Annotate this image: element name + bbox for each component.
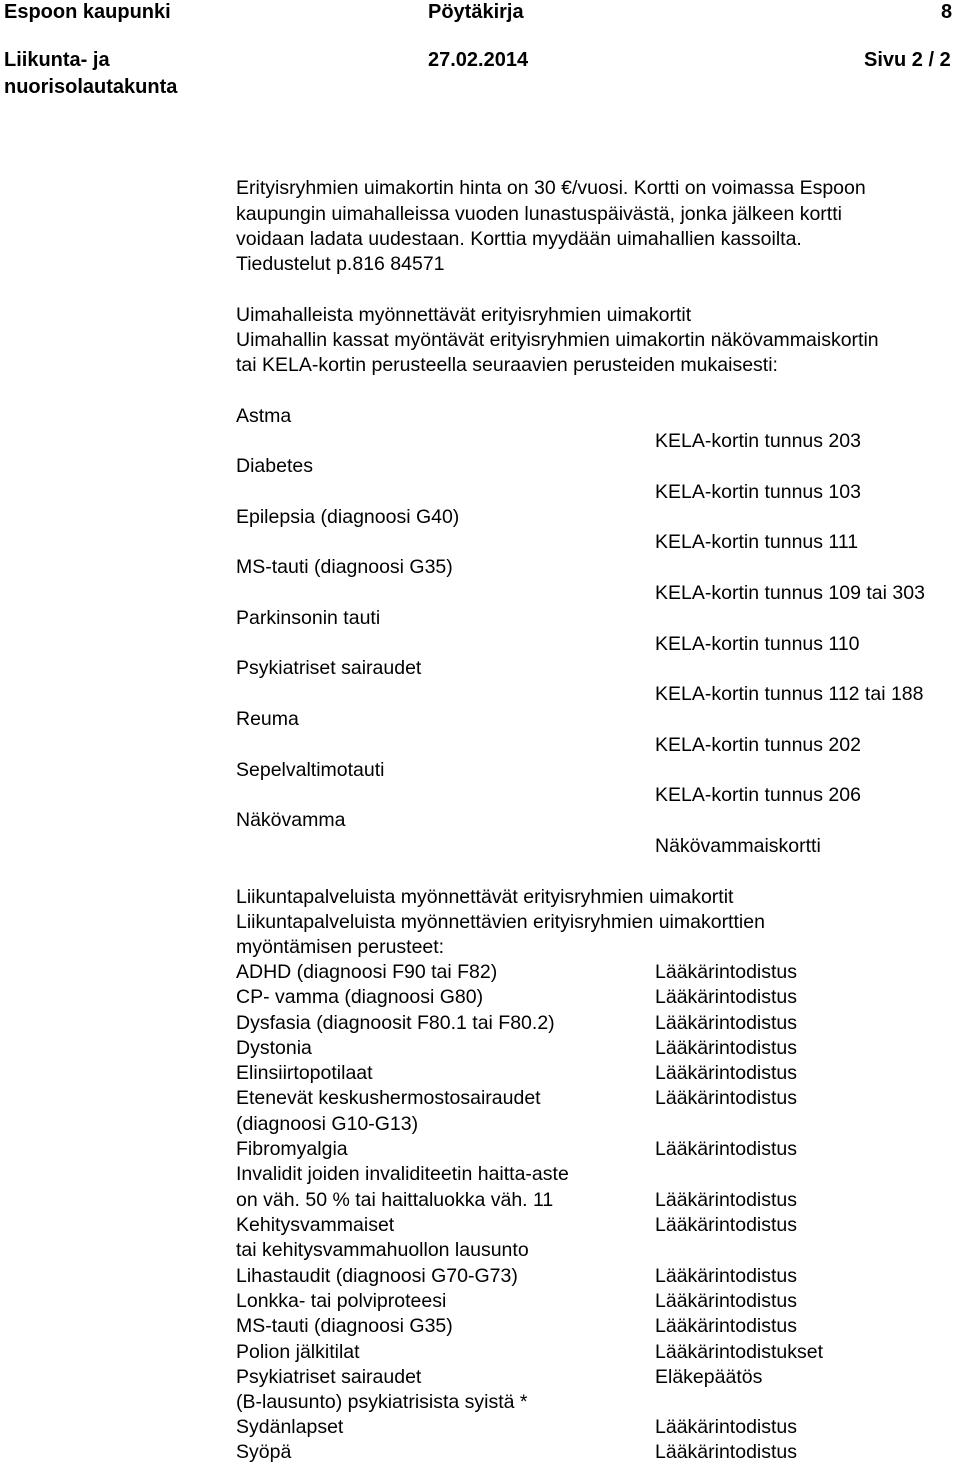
condition-item: Sydänlapset bbox=[236, 1416, 344, 1438]
basis-item: Lääkärintodistus bbox=[655, 1315, 798, 1337]
condition-item: ADHD (diagnoosi F90 tai F82) bbox=[236, 961, 498, 983]
basis-item: KELA-kortin tunnus 110 bbox=[655, 633, 860, 655]
basis-item: Lääkärintodistus bbox=[655, 986, 798, 1008]
condition-item: Sepelvaltimotauti bbox=[236, 759, 385, 781]
basis-item: Lääkärintodistus bbox=[655, 1265, 798, 1287]
section-number: 8 bbox=[941, 1, 953, 23]
pools-description-line: Uimahallin kassat myöntävät erityisryhmien uimakortin näkövammaiskortin bbox=[236, 329, 879, 351]
pools-heading: Uimahalleista myönnettävät erityisryhmien uimakortit bbox=[236, 304, 692, 326]
intro-line: Tiedustelut p.816 84571 bbox=[236, 253, 445, 275]
basis-item: Lääkärintodistus bbox=[655, 1416, 798, 1438]
condition-item: Lonkka- tai polviproteesi bbox=[236, 1290, 447, 1312]
services-description-line: Liikuntapalveluista myönnettävien erityisryhmien uimakorttien bbox=[236, 911, 765, 933]
condition-item: Diabetes bbox=[236, 455, 313, 477]
basis-item: Lääkärintodistus bbox=[655, 1062, 798, 1084]
condition-item: (diagnoosi G10-G13) bbox=[236, 1113, 419, 1135]
basis-item: Lääkärintodistus bbox=[655, 1441, 798, 1463]
intro-line: kaupungin uimahalleissa vuoden lunastuspäivästä, jonka jälkeen kortti bbox=[236, 203, 842, 225]
condition-item: Etenevät keskushermostosairaudet bbox=[236, 1087, 541, 1109]
basis-item: KELA-kortin tunnus 103 bbox=[655, 481, 861, 503]
pools-description-line: tai KELA-kortin perusteella seuraavien perusteiden mukaisesti: bbox=[236, 354, 778, 376]
basis-item: Lääkärintodistus bbox=[655, 1214, 798, 1236]
condition-item: on väh. 50 % tai haittaluokka väh. 11 bbox=[236, 1189, 554, 1211]
condition-item: Psykiatriset sairaudet bbox=[236, 657, 422, 679]
condition-item: MS-tauti (diagnoosi G35) bbox=[236, 1315, 453, 1337]
condition-item: Psykiatriset sairaudet bbox=[236, 1366, 422, 1388]
basis-item: Lääkärintodistus bbox=[655, 1012, 798, 1034]
condition-item: (B-lausunto) psykiatrisista syistä * bbox=[236, 1391, 528, 1413]
basis-item: Lääkärintodistus bbox=[655, 1087, 798, 1109]
condition-item: Syöpä bbox=[236, 1441, 292, 1463]
document-type: Pöytäkirja bbox=[428, 1, 524, 23]
basis-item: Lääkärintodistus bbox=[655, 1138, 798, 1160]
org-name: Espoon kaupunki bbox=[4, 1, 171, 23]
condition-item: Dysfasia (diagnoosit F80.1 tai F80.2) bbox=[236, 1012, 555, 1034]
services-heading: Liikuntapalveluista myönnettävät erityisryhmien uimakortit bbox=[236, 886, 734, 908]
intro-line: Erityisryhmien uimakortin hinta on 30 €/vuosi. Kortti on voimassa Espoon bbox=[236, 177, 866, 199]
basis-item: Eläkepäätös bbox=[655, 1366, 763, 1388]
department-line-1: Liikunta- ja bbox=[4, 49, 110, 71]
basis-item: Lääkärintodistus bbox=[655, 961, 798, 983]
condition-item: Dystonia bbox=[236, 1037, 312, 1059]
department-line-2: nuorisolautakunta bbox=[4, 76, 178, 98]
condition-item: Elinsiirtopotilaat bbox=[236, 1062, 373, 1084]
basis-item: Lääkärintodistus bbox=[655, 1290, 798, 1312]
basis-item: KELA-kortin tunnus 111 bbox=[655, 531, 859, 553]
basis-item: KELA-kortin tunnus 206 bbox=[655, 784, 861, 806]
basis-item: KELA-kortin tunnus 202 bbox=[655, 734, 861, 756]
condition-item: Fibromyalgia bbox=[236, 1138, 348, 1160]
services-description-line: myöntämisen perusteet: bbox=[236, 936, 445, 958]
basis-item: KELA-kortin tunnus 112 tai 188 bbox=[655, 683, 924, 705]
condition-item: CP- vamma (diagnoosi G80) bbox=[236, 986, 484, 1008]
basis-item: Lääkärintodistukset bbox=[655, 1341, 824, 1363]
condition-item: Astma bbox=[236, 405, 292, 427]
condition-item: tai kehitysvammahuollon lausunto bbox=[236, 1239, 529, 1261]
condition-item: Lihastaudit (diagnoosi G70-G73) bbox=[236, 1265, 518, 1287]
basis-item: Näkövammaiskortti bbox=[655, 835, 821, 857]
condition-item: Polion jälkitilat bbox=[236, 1341, 360, 1363]
condition-item: Reuma bbox=[236, 708, 299, 730]
condition-item: Kehitysvammaiset bbox=[236, 1214, 395, 1236]
basis-item: KELA-kortin tunnus 109 tai 303 bbox=[655, 582, 925, 604]
meeting-date: 27.02.2014 bbox=[428, 49, 529, 71]
basis-item: Lääkärintodistus bbox=[655, 1037, 798, 1059]
condition-item: Näkövamma bbox=[236, 809, 346, 831]
condition-item: Epilepsia (diagnoosi G40) bbox=[236, 506, 460, 528]
page-number: Sivu 2 / 2 bbox=[864, 49, 951, 71]
intro-line: voidaan ladata uudestaan. Korttia myydään uimahallien kassoilta. bbox=[236, 228, 802, 250]
basis-item: Lääkärintodistus bbox=[655, 1189, 798, 1211]
basis-item: KELA-kortin tunnus 203 bbox=[655, 430, 861, 452]
condition-item: MS-tauti (diagnoosi G35) bbox=[236, 556, 453, 578]
condition-item: Invalidit joiden invaliditeetin haitta-aste bbox=[236, 1163, 569, 1185]
condition-item: Parkinsonin tauti bbox=[236, 607, 381, 629]
